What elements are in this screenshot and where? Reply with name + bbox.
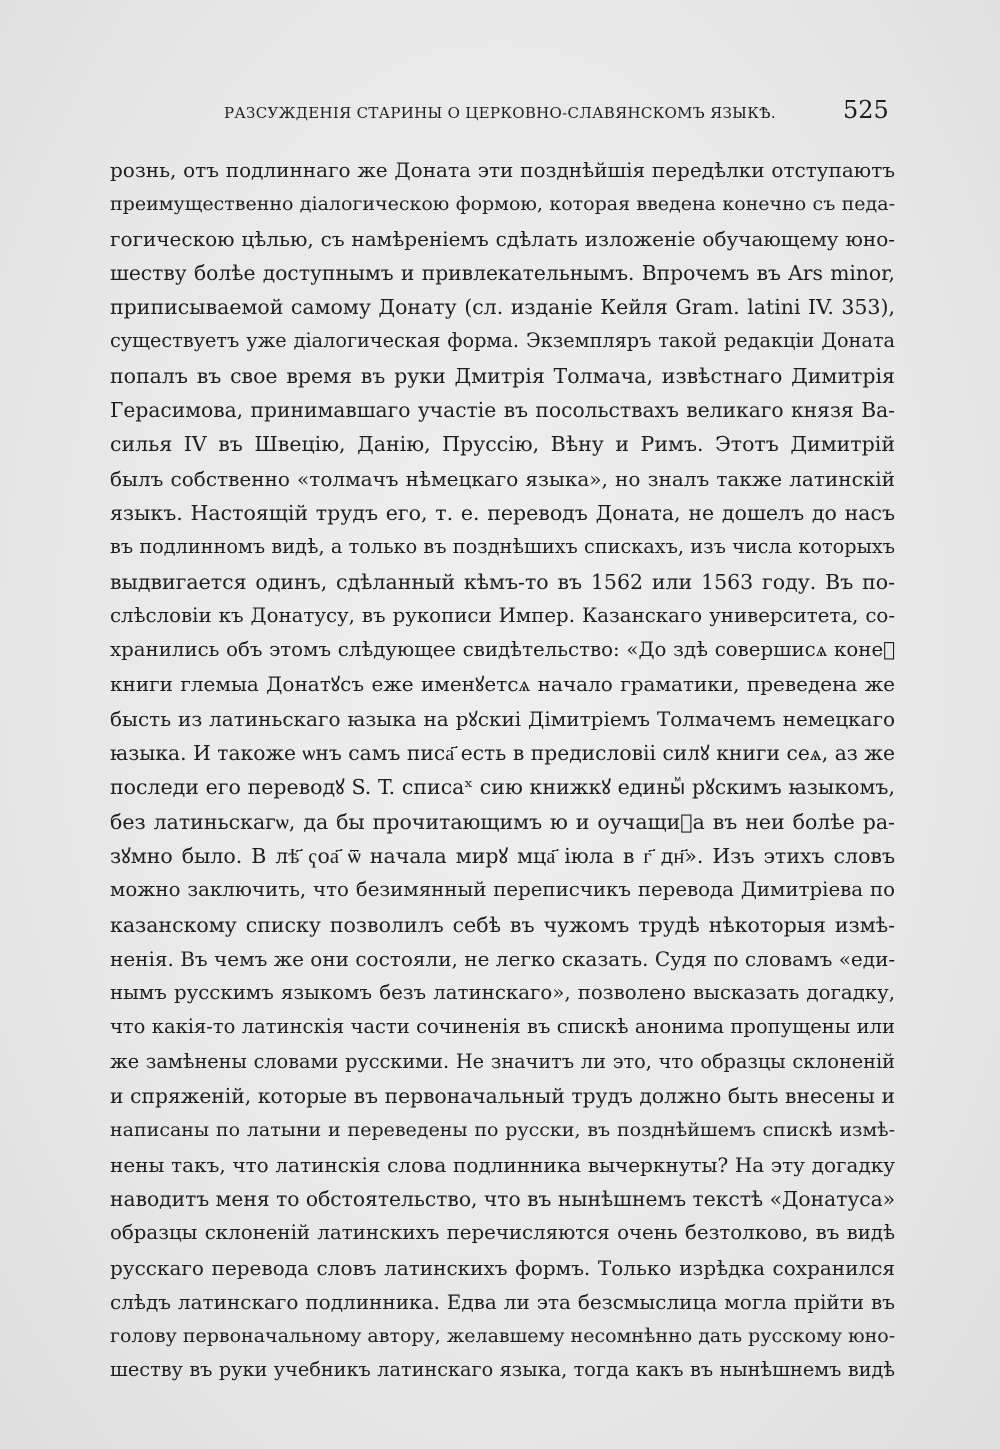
text-line: без латиньскагѡ, да бы прочитающимъ ю и оучащиⷭа въ неи болѣе ра- xyxy=(110,809,895,834)
text-line: наводитъ меня то обстоятельство, что въ нынѣшнемъ текстѣ «Донатуса» xyxy=(110,1186,895,1211)
text-line: написаны по латыни и переведены по русски, въ позднѣйшемъ спискѣ измѣ- xyxy=(110,1119,895,1142)
text-line: попалъ въ свое время въ руки Дмитрія Толмача, извѣстнаго Димитрія xyxy=(110,363,895,388)
text-line: языкъ. Настоящій трудъ его, т. е. переводъ Доната, не дошелъ до насъ xyxy=(110,500,895,525)
text-line: образцы склоненій латинскихъ перечисляются очень безтолково, въ видѣ xyxy=(110,1221,895,1245)
text-line: былъ собственно «толмачъ нѣмецкаго языка», но зналъ также латинскій xyxy=(110,466,895,491)
text-line: ꙗзыка. И такоже ѡнъ самъ писа҃ есть в предисловіі силꙋ книги сеѧ, аз же xyxy=(110,741,895,766)
text-line: силья IV въ Швецію, Данію, Пруссію, Вѣну и Римъ. Этотъ Димитрій xyxy=(110,432,895,457)
text-line: слѣсловіи къ Донатусу, въ рукописи Импер. Казанскаго университета, со- xyxy=(110,603,895,627)
text-line: последи его переводꙋ S. T. списаˣ сию книжкꙋ единыⷨ рꙋскимъ ꙗзыкомъ, xyxy=(110,775,895,800)
text-line: гогическою цѣлью, съ намѣреніемъ сдѣлать изложеніе обучающему юно- xyxy=(110,226,895,251)
page-number: 525 xyxy=(843,96,889,124)
text-line: въ подлинномъ видѣ, а только въ позднѣшихъ спискахъ, изъ числа которыхъ xyxy=(110,535,895,559)
text-line: существуетъ уже діалогическая форма. Экземпляръ такой редакціи Доната xyxy=(110,329,895,353)
text-line: можно заключить, что безимянный переписчикъ перевода Димитріева по xyxy=(110,878,895,902)
text-line: рознь, отъ подлиннаго же Доната эти позднѣйшія передѣлки отступаютъ xyxy=(110,158,895,182)
text-line: приписываемой самому Донату (сл. изданіе Кейля Gram. latini IV. 353), xyxy=(110,295,895,320)
text-line: бысть из латиньскаго ꙗзыка на рꙋскиі Дімитріемъ Толмачемъ немецкаго xyxy=(110,706,895,731)
text-line: шеству въ руки учебникъ латинскаго языка, тогда какъ въ нынѣшнемъ видѣ xyxy=(110,1358,895,1382)
text-line: русскаго перевода словъ латинскихъ формъ. Только изрѣдка сохранился xyxy=(110,1255,895,1280)
body-text xyxy=(110,153,895,1388)
text-line: нены такъ, что латинскія слова подлинника вычеркнуты? На эту догадку xyxy=(110,1152,895,1177)
text-line: хранились объ этомъ слѣдующее свидѣтельство: «До здѣ совершисѧ конеⷰ xyxy=(110,638,895,662)
text-line: выдвигается одинъ, сдѣланный кѣмъ-то въ 1562 или 1563 году. Въ по- xyxy=(110,569,895,594)
text-line: шеству болѣе доступнымъ и привлекательнымъ. Впрочемъ въ Ars minor, xyxy=(110,260,895,285)
text-line: и спряженій, которые въ первоначальный трудъ должно быть внесены и xyxy=(110,1084,895,1109)
text-line: ненія. Въ чемъ же они состояли, не легко сказать. Судя по словамъ «еди- xyxy=(110,946,895,971)
text-line: книги глемыа Донатꙋсъ еже именꙋетсѧ начало граматики, преведена же xyxy=(110,672,895,697)
text-line: голову первоначальному автору, желавшему несомнѣнно дать русскому юно- xyxy=(110,1325,895,1348)
text-line: же замѣнены словами русскими. Не значитъ ли это, что образцы склоненій xyxy=(110,1049,895,1073)
text-line: Герасимова, принимавшаго участіе въ посольствахъ великаго князя Ва- xyxy=(110,398,895,423)
text-line: преимущественно діалогическою формою, которая введена конечно съ педа- xyxy=(110,193,895,216)
text-line: слѣдъ латинскаго подлинника. Едва ли эта безсмыслица могла прійти въ xyxy=(110,1289,895,1314)
running-title: РАЗСУЖДЕНІЯ СТАРИНЫ О ЦЕРКОВНО-СЛАВЯНСКОМЪ ЯЗЫКѢ. xyxy=(224,104,776,122)
text-line: зꙋмно было. В лѣ҃ ҁоа҃ ѿ начала мирꙋ мца҃ іюла в г҃ дн҃». Изъ этихъ словъ xyxy=(110,843,895,868)
text-line: нымъ русскимъ языкомъ безъ латинскаго», позволено высказать догадку, xyxy=(110,981,895,1005)
text-line: казанскому списку позволилъ себѣ въ чужомъ трудѣ нѣкоторыя измѣ- xyxy=(110,912,895,937)
text-line: что какія-то латинскія части сочиненія въ спискѣ анонима пропущены или xyxy=(110,1015,895,1039)
